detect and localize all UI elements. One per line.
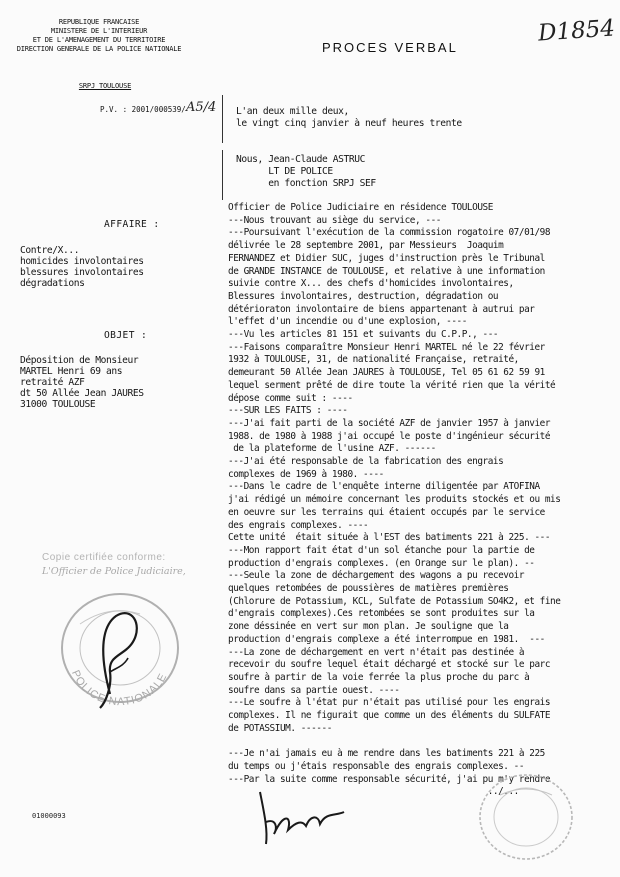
deposition-line: zone déssinée en vert sur mon plan. Je souligne que la <box>228 621 509 633</box>
deposition-line: (Chlorure de Potassium, KCL, Sulfate de Potassium SO4K2, et fine <box>228 595 561 607</box>
deposition-line: ---Vu les articles 81 151 et suivants du C.P.P., --- <box>228 329 499 340</box>
deposition-line: quelques retombées de poussières de matières premières <box>228 583 509 594</box>
objet-line-4: dt 50 Allée Jean JAURES <box>20 388 144 399</box>
deposition-body <box>228 202 614 802</box>
deposition-line: production d'engrais complexe a été interrompue en 1981. --- <box>228 633 545 645</box>
deposition-line: ---J'ai fait parti de la société AZF de janvier 1957 à janvier <box>228 417 551 429</box>
deposition-line: soufre dans sa partie ouest. ---- <box>228 684 400 696</box>
officer-stamp-caption: L'Officier de Police Judiciaire, <box>42 566 186 577</box>
intro-line-1: L'an deux mille deux, <box>236 106 349 117</box>
deposition-line: ---Faisons comparaître Monsieur Henri MARTEL né le 22 février <box>228 341 545 353</box>
deposition-line: ---Nous trouvant au siège du service, --- <box>228 214 441 226</box>
officer-line-2: LT DE POLICE <box>236 166 333 177</box>
header-service: SRPJ TOULOUSE <box>78 82 132 90</box>
objet-line-5: 31000 TOULOUSE <box>20 399 96 410</box>
svg-text:POLICE NATIONALE <box>69 669 170 709</box>
deposition-line: des engrais complexes. ---- <box>228 519 369 531</box>
deposition-line: ---Seule la zone de déchargement des wagons a pu recevoir <box>228 570 525 582</box>
affaire-line-2: homicides involontaires <box>20 256 144 267</box>
deposition-line: production d'engrais complexes. (en Orange sur le plan). -- <box>228 557 535 569</box>
deposition-line: d'engrais complexes).Ces retombées se sont produites sur la <box>228 608 535 620</box>
pv-number-handwritten: A5/4 <box>186 100 217 115</box>
deposition-line: Officier de Police Judiciaire en résidence TOULOUSE <box>228 202 493 213</box>
deposition-line: détérioraton involontaire de biens appartenant à autrui par <box>228 303 535 315</box>
affaire-line-1: Contre/X... <box>20 245 80 256</box>
deposition-line: ---SUR LES FAITS : ---- <box>228 405 348 417</box>
objet-line-2: MARTEL Henri 69 ans <box>20 366 123 377</box>
affaire-label: AFFAIRE : <box>104 219 160 230</box>
deposition-line: ---Mon rapport fait état d'un sol étanche pour la partie de <box>228 544 535 556</box>
deposition-line: ---Par la suite comme responsable sécurité, j'ai pu m'y rendre <box>228 773 551 785</box>
objet-label: OBJET : <box>104 330 148 341</box>
deposition-line: du temps ou j'étais responsable des engrais complexes. -- <box>228 760 525 772</box>
deposition-line: ---Je n'ai jamais eu à me rendre dans les batiments 221 à 225 <box>228 748 545 760</box>
document-number: 01000093 <box>32 812 66 820</box>
deposition-line: 1932 à TOULOUSE, 31, de nationalité Française, retraité, <box>228 354 519 366</box>
deposition-line: FERNANDEZ et Didier SUC, juges d'instruction près le Tribunal <box>228 252 545 264</box>
header-ministere: MINISTERE DE L'INTERIEUR <box>50 27 148 35</box>
deposition-line: ../... <box>228 786 519 798</box>
header-amenagement: ET DE L'AMENAGEMENT DU TERRITOIRE <box>32 36 166 44</box>
police-seal-bottom-right <box>470 765 580 865</box>
affaire-line-3: blessures involontaires <box>20 267 144 278</box>
deposition-line: délivrée le 28 septembre 2001, par Messieurs Joaquim <box>228 240 504 252</box>
deposition-line: recevoir du soufre lequel était déchargé et stocké sur le parc <box>228 659 551 671</box>
separator-line-upper <box>222 95 223 143</box>
deposition-line: complexes de 1969 à 1980. ---- <box>228 468 384 480</box>
deposition-line: ---J'ai été responsable de la fabrication des engrais <box>228 456 504 467</box>
deposition-line: soufre à partir de la voie ferrée la plus proche du parc à <box>228 671 530 683</box>
objet-line-1: Déposition de Monsieur <box>20 355 139 366</box>
officer-line-1: Nous, Jean-Claude ASTRUC <box>236 154 366 165</box>
deposition-line: dépose comme suit : ---- <box>228 392 353 404</box>
police-seal-stamp <box>50 584 190 714</box>
deposition-line: ---Le soufre à l'état pur n'était pas utilisé pour les engrais <box>228 697 551 709</box>
document-title: PROCES VERBAL <box>322 40 458 55</box>
witness-signature <box>248 782 358 852</box>
deposition-line: ---Poursuivant l'exécution de la commission rogatoire 07/01/98 <box>228 227 551 239</box>
deposition-line: ---Dans le cadre de l'enquête interne diligentée par ATOFINA <box>228 481 540 493</box>
deposition-line: de GRANDE INSTANCE de TOULOUSE, et relative à une information <box>228 265 545 277</box>
affaire-line-4: dégradations <box>20 278 85 289</box>
deposition-line: de la plateforme de l'usine AZF. ------ <box>228 443 436 455</box>
separator-line-middle <box>222 150 223 200</box>
deposition-line: ---La zone de déchargement en vert n'était pas destinée à <box>228 646 525 658</box>
objet-line-3: retraité AZF <box>20 377 85 388</box>
deposition-line: en oeuvre sur les terrains qui étaient occupés par le service <box>228 506 545 518</box>
deposition-line: lequel serment prêté de dire toute la vérité rien que la vérité <box>228 379 556 391</box>
deposition-line: Cette unité était située à l'EST des batiments 221 à 225. --- <box>228 532 551 544</box>
deposition-line: complexes. Il ne figurait que comme un des éléments du SULFATE <box>228 710 551 721</box>
deposition-line: j'ai rédigé un mémoire concernant les produits stockés et ou mis <box>228 494 561 506</box>
deposition-line: suivie contre X... des chefs d'homicides involontaires, <box>228 278 514 290</box>
deposition-line: de POTASSIUM. ------ <box>228 722 332 734</box>
officer-line-3: en fonction SRPJ SEF <box>236 178 376 189</box>
deposition-line: demeurant 50 Allée Jean JAURES à TOULOUSE, Tel 05 61 62 59 91 <box>228 367 545 379</box>
seal-text: POLICE NATIONALE <box>69 668 170 709</box>
deposition-line: Blessures involontaires, destruction, dégradation ou <box>228 290 499 302</box>
certified-copy-stamp: Copie certifiée conforme: <box>42 552 166 563</box>
header-republique: REPUBLIQUE FRANCAISE <box>58 18 140 26</box>
intro-line-2: le vingt cinq janvier à neuf heures trente <box>236 118 462 129</box>
pv-number: P.V. : 2001/000539/ <box>100 105 186 114</box>
deposition-line: l'effet d'un incendie ou d'une explosion, ---- <box>228 316 467 328</box>
handwritten-reference: D1854 <box>537 15 616 47</box>
header-direction: DIRECTION GENERALE DE LA POLICE NATIONALE <box>16 45 182 53</box>
deposition-line: 1988. de 1980 à 1988 j'ai occupé le poste d'ingénieur sécurité <box>228 430 551 442</box>
